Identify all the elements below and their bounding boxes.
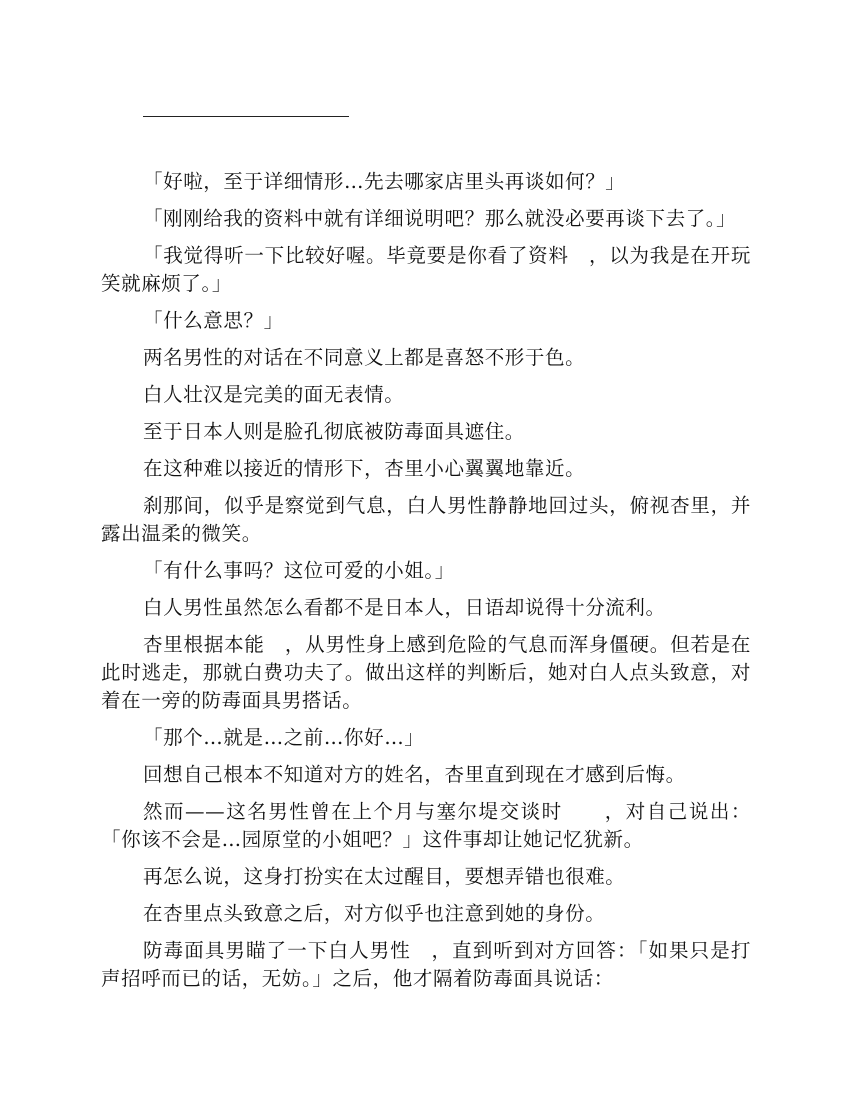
paragraph: 两名男性的对话在不同意义上都是喜怒不形于色。 <box>143 346 586 369</box>
paragraph: 「我觉得听一下比较好喔。毕竟要是你看了资料 ，以为我是在开玩笑就麻烦了。」 <box>101 244 751 295</box>
paragraph: 在这种难以接近的情形下，杏里小心翼翼地靠近。 <box>143 457 586 480</box>
paragraph: 回想自己根本不知道对方的姓名，杏里直到现在才感到后悔。 <box>143 763 686 786</box>
paragraph: 「刚刚给我的资料中就有详细说明吧？那么就没必要再谈下去了。」 <box>143 207 737 230</box>
paragraph: 白人壮汉是完美的面无表情。 <box>143 383 405 406</box>
paragraph: 「有什么事吗？这位可爱的小姐。」 <box>143 559 455 582</box>
paragraph: 「那个…就是…之前…你好…」 <box>143 726 425 749</box>
paragraph: 然而——这名男性曾在上个月与塞尔堤交谈时 ，对自己说出：「你该不会是…园原堂的小姐吧？」这件事却让她记忆犹新。 <box>101 800 751 851</box>
section-separator <box>143 116 349 117</box>
paragraph: 再怎么说，这身打扮实在太过醒目，要想弄错也很难。 <box>143 865 626 888</box>
paragraph: 刹那间，似乎是察觉到气息，白人男性静静地回过头，俯视杏里，并露出温柔的微笑。 <box>101 494 751 545</box>
paragraph: 「好啦，至于详细情形…先去哪家店里头再谈如何？」 <box>143 170 626 193</box>
paragraph: 在杏里点头致意之后，对方似乎也注意到她的身份。 <box>143 902 606 925</box>
paragraph: 白人男性虽然怎么看都不是日本人，日语却说得十分流利。 <box>143 596 666 619</box>
text-body <box>101 168 751 1002</box>
paragraph: 防毒面具男瞄了一下白人男性 ，直到听到对方回答：「如果只是打声招呼而已的话，无妨。」之后，他才隔着防毒面具说话： <box>101 939 751 990</box>
paragraph: 至于日本人则是脸孔彻底被防毒面具遮住。 <box>143 420 525 443</box>
paragraph: 杏里根据本能 ，从男性身上感到危险的气息而浑身僵硬。但若是在此时逃走，那就白费功夫了。做出这样的判断后，她对白人点头致意，对着在一旁的防毒面具男搭话。 <box>101 633 751 712</box>
paragraph: 「什么意思？」 <box>143 309 284 332</box>
